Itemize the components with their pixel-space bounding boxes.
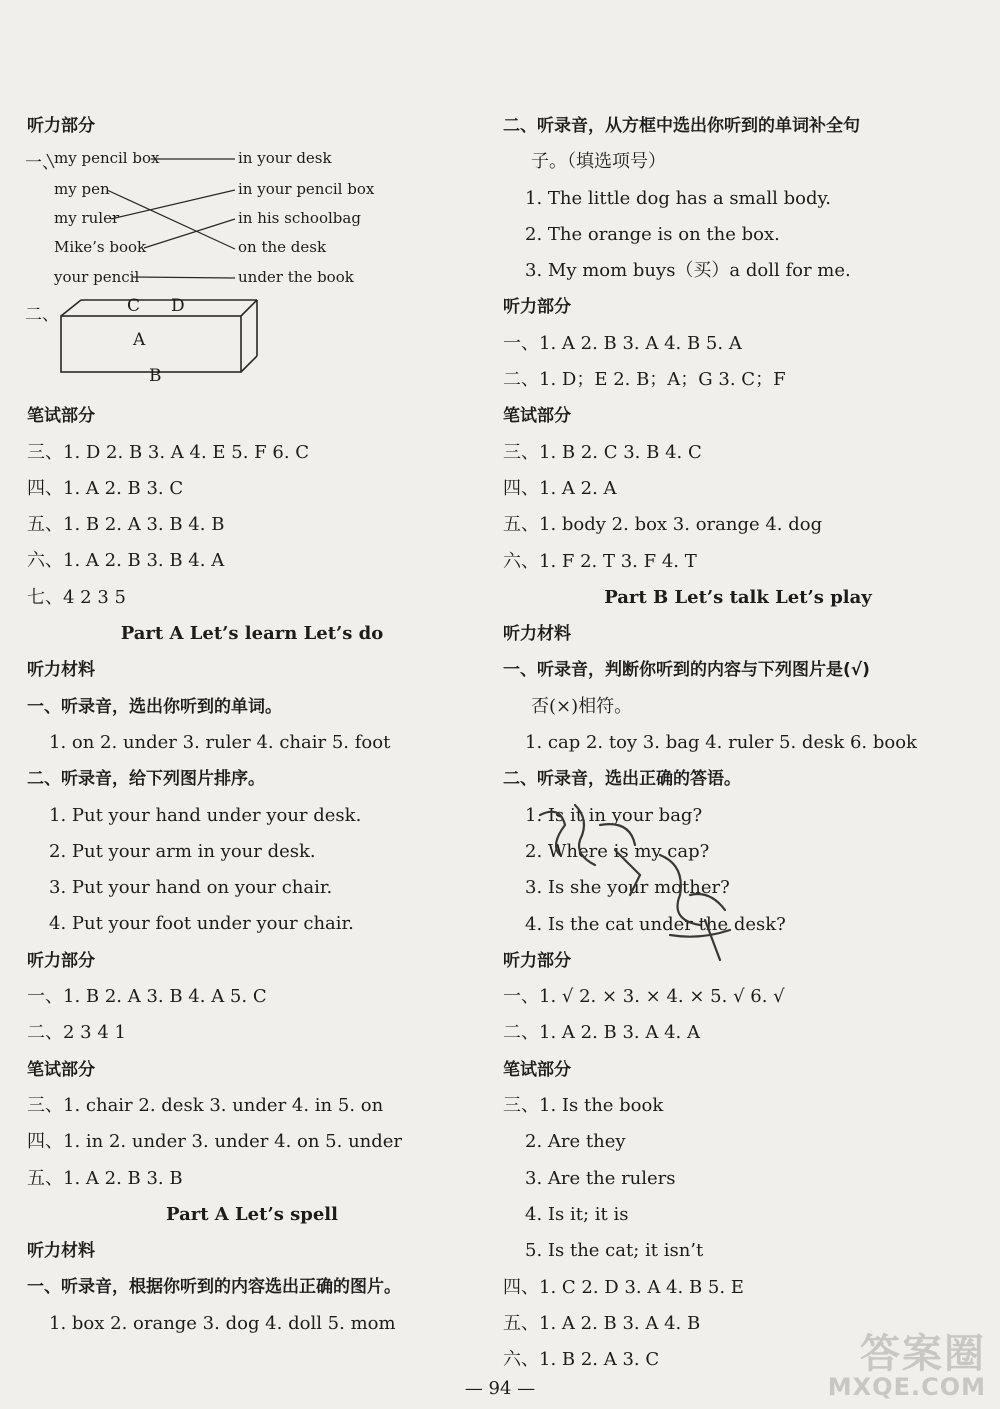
answer-line: 3. Is she your mother?: [525, 877, 730, 899]
answer-line: 3. My mom buys（买）a doll for me.: [525, 260, 851, 282]
box-label-d: D: [171, 296, 185, 317]
answer-line: 3. Put your hand on your chair.: [49, 877, 333, 899]
section-heading: 一、听录音，根据你听到的内容选出正确的图片。: [27, 1277, 401, 1298]
answer-line: 5. Is the cat; it isn’t: [525, 1240, 704, 1262]
answer-line: 2. Where is my cap?: [525, 840, 710, 862]
answer-line: 四、1. A 2. A: [503, 477, 617, 499]
answer-line: 一、1. B 2. A 3. B 4. A 5. C: [27, 986, 267, 1008]
match-left-item: your pencil: [54, 268, 140, 287]
section-heading: 笔试部分: [503, 1059, 571, 1080]
answer-line: 五、1. B 2. A 3. B 4. B: [27, 514, 225, 536]
section-heading: Part B Let’s talk Let’s play: [604, 586, 872, 608]
section-heading: 笔试部分: [503, 406, 571, 427]
answer-line: 五、1. A 2. B 3. A 4. B: [503, 1312, 701, 1334]
match-right-item: in your desk: [238, 149, 332, 168]
answer-line: 4. Is it; it is: [525, 1203, 629, 1225]
match-left-item: my pen: [54, 180, 110, 199]
answer-line: 四、1. C 2. D 3. A 4. B 5. E: [503, 1276, 744, 1298]
match-left-item: my pencil box: [54, 149, 160, 168]
match-left-item: my ruler: [54, 209, 120, 228]
answer-line: 五、1. body 2. box 3. orange 4. dog: [503, 514, 823, 536]
match-right-item: in your pencil box: [238, 180, 375, 199]
answer-line: 二、1. A 2. B 3. A 4. A: [503, 1022, 700, 1044]
section-heading: 笔试部分: [27, 1059, 95, 1080]
right-answer-lines: [503, 108, 973, 1378]
answer-line: 1. on 2. under 3. ruler 4. chair 5. foot: [49, 731, 391, 753]
answer-line: 七、4 2 3 5: [27, 586, 126, 608]
left-column: [27, 108, 477, 1342]
section-heading: 听力部分: [27, 116, 95, 136]
box-number: 二、: [25, 305, 59, 326]
section-heading: 一、听录音，判断你听到的内容与下列图片是(√): [503, 660, 870, 681]
answer-line: 一、1. √ 2. × 3. × 4. × 5. √ 6. √: [503, 986, 785, 1008]
answer-line: 六、1. B 2. A 3. C: [503, 1349, 660, 1371]
answer-line: 子。（填选项号）: [531, 151, 666, 173]
match-number: 一、: [25, 153, 59, 174]
answer-line: 4. Put your foot under your chair.: [49, 913, 354, 935]
box-label-b: B: [149, 366, 162, 387]
section-heading: 听力部分: [503, 950, 571, 971]
section-heading: 听力部分: [503, 297, 571, 318]
answer-line: 六、1. A 2. B 3. B 4. A: [27, 550, 225, 572]
answer-line: 否(×)相符。: [531, 695, 633, 717]
box-label-a: A: [133, 330, 146, 351]
watermark-logo: 答案圈: [860, 1331, 986, 1377]
answer-line: 1. cap 2. toy 3. bag 4. ruler 5. desk 6. book: [525, 732, 917, 754]
section-heading: 听力材料: [503, 624, 571, 645]
left-answer-lines: [27, 398, 477, 1342]
match-right-item: in his schoolbag: [238, 209, 361, 228]
answer-line: 2. Put your arm in your desk.: [49, 840, 316, 862]
watermark-url: MXQE.COM: [827, 1373, 986, 1401]
section-heading: Part A Let’s learn Let’s do: [120, 623, 384, 645]
watermark: [828, 1322, 986, 1401]
box-diagram: [27, 294, 477, 398]
box-drawing: [57, 296, 317, 376]
answer-line: 2. Are they: [525, 1131, 626, 1153]
answer-line: 四、1. in 2. under 3. under 4. on 5. under: [27, 1131, 403, 1153]
answer-line: 三、1. chair 2. desk 3. under 4. in 5. on: [27, 1094, 384, 1116]
answer-line: 1. Is it in your bag?: [525, 804, 703, 826]
answer-line: 三、1. D 2. B 3. A 4. E 5. F 6. C: [27, 441, 310, 463]
answer-line: 二、2 3 4 1: [27, 1022, 126, 1044]
answer-line: 1. Put your hand under your desk.: [49, 804, 362, 826]
section-heading: 二、听录音，给下列图片排序。: [27, 769, 265, 790]
section-heading: 笔试部分: [27, 406, 95, 427]
answer-line: 四、1. A 2. B 3. C: [27, 477, 184, 499]
answer-line: 二、1. D；E 2. B；A；G 3. C；F: [503, 369, 786, 391]
section-heading: 听力材料: [27, 660, 95, 681]
matching-diagram: [27, 144, 477, 294]
match-right-item: under the book: [238, 268, 354, 287]
section-heading: 听力材料: [27, 1241, 95, 1262]
section-heading: Part A Let’s spell: [166, 1203, 338, 1225]
answer-line: 六、1. F 2. T 3. F 4. T: [503, 550, 697, 572]
box-label-c: C: [127, 296, 141, 317]
section-heading: 二、听录音，从方框中选出你听到的单词补全句: [503, 116, 860, 136]
answer-line: 1. box 2. orange 3. dog 4. doll 5. mom: [49, 1312, 396, 1334]
section-heading: 二、听录音，选出正确的答语。: [503, 769, 741, 790]
page-number: — 94 —: [464, 1378, 536, 1399]
section-heading: 听力部分: [27, 950, 95, 971]
answer-line: 4. Is the cat under the desk?: [525, 913, 786, 935]
section-heading: 一、听录音，选出你听到的单词。: [27, 696, 282, 717]
right-column: [503, 108, 973, 1378]
answer-line: 3. Are the rulers: [525, 1167, 676, 1189]
answer-line: 五、1. A 2. B 3. B: [27, 1167, 183, 1189]
answer-line: 1. The little dog has a small body.: [525, 187, 831, 209]
answer-line: 一、1. A 2. B 3. A 4. B 5. A: [503, 332, 742, 354]
answer-line: 三、1. B 2. C 3. B 4. C: [503, 441, 702, 463]
match-left-item: Mike’s book: [54, 238, 147, 257]
answer-line: 三、1. Is the book: [503, 1095, 664, 1117]
match-right-item: on the desk: [238, 238, 327, 257]
answer-line: 2. The orange is on the box.: [525, 223, 780, 245]
matching-lines: [27, 144, 477, 294]
